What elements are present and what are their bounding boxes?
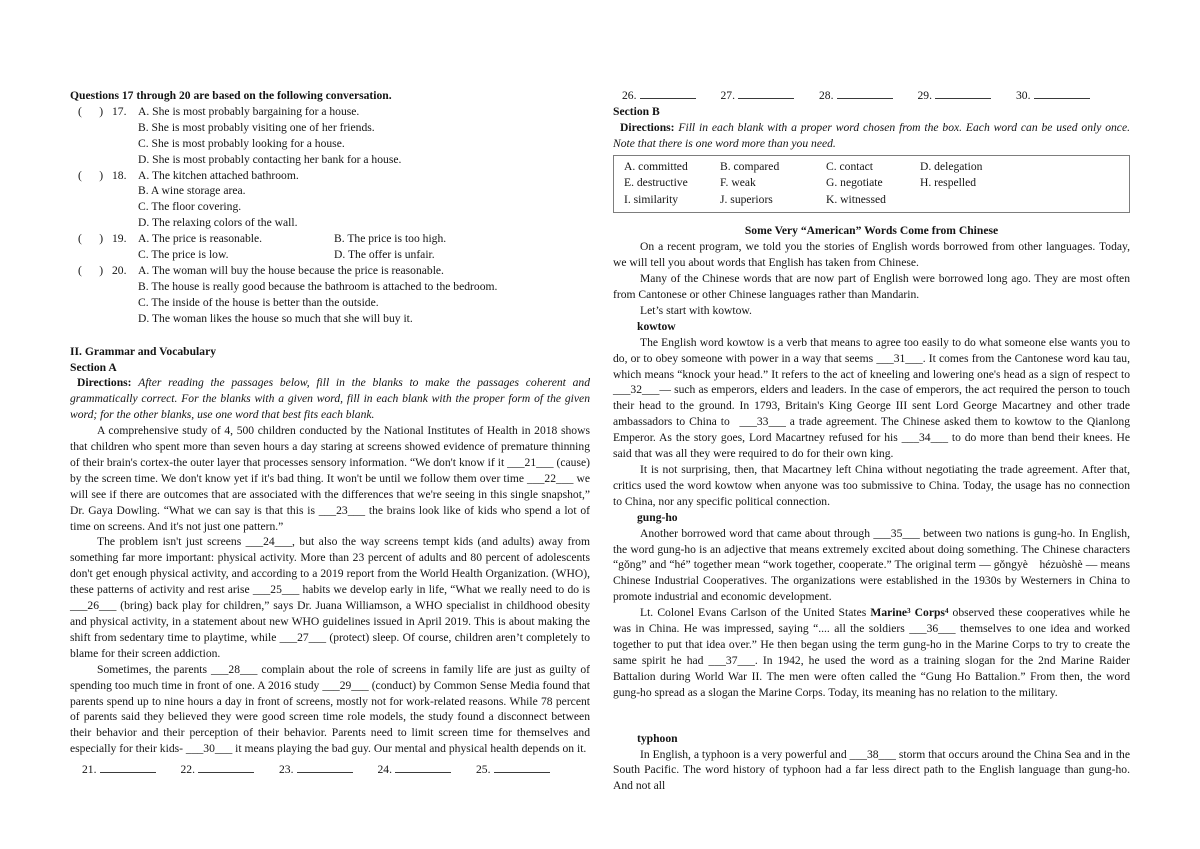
answer-blanks-21-25 [82, 762, 590, 778]
answer-blank [622, 88, 696, 104]
answer-blanks-26-30 [622, 88, 1130, 104]
paragraph-text: Another borrowed word that came about through ___35___ between two nations is gung-ho. In English, the word gung-ho is an adjective that means extremely excited about doing something. The Chinese characters “gǒng” and “hé” together mean “work together, cooperate.” The original term — gǒngyè hézuòshè — means Chinese Industrial Cooperatives. The organizations were established in the 1930s by Westerners in China to promote industrial and economic development. [613, 526, 1130, 604]
answer-blank [279, 762, 353, 778]
question-line [70, 247, 590, 263]
paragraph-text: In English, a typhoon is a very powerful and ___38___ storm that occurs around the China Sea and in the South Pacific. The word history of typhoon had a far less direct path to the English language than gung-ho. And not all [613, 747, 1130, 793]
blank-line [935, 88, 991, 99]
question-line [70, 104, 590, 120]
blank-number: 27. [720, 89, 735, 102]
right-column [613, 88, 1130, 794]
answer-bracket: ( ) [78, 263, 104, 277]
blank-line [395, 762, 451, 773]
option: A. The kitchen attached bathroom. [138, 168, 299, 182]
option: B. She is most probably visiting one of her friends. [138, 120, 375, 134]
question-line [70, 231, 590, 247]
blank-line [640, 88, 696, 99]
word-option: C. contact [826, 159, 874, 173]
word-option: J. superiors [720, 192, 773, 206]
listening-questions-heading: Questions 17 through 20 are based on the following conversation. [70, 89, 392, 102]
blank-number: 30. [1016, 89, 1031, 102]
blank-number: 25. [476, 763, 491, 777]
option: D. She is most probably contacting her bank for a house. [138, 152, 402, 166]
word-option: H. respelled [920, 176, 977, 190]
paragraph [613, 303, 1130, 319]
option: B. A wine storage area. [138, 184, 246, 198]
paragraph [613, 239, 1130, 271]
blank-number: 22. [180, 763, 195, 777]
listening-questions [70, 104, 590, 327]
passage-subheading: gung-ho [637, 510, 678, 524]
word-box-row [624, 159, 1125, 176]
blank-number: 23. [279, 763, 294, 777]
blank-line [494, 762, 550, 773]
word-option: K. witnessed [826, 192, 886, 206]
section-b-passage [613, 239, 1130, 794]
word-option: E. destructive [624, 176, 688, 190]
option: B. The price is too high. [334, 232, 447, 246]
passage-subheading: typhoon [637, 731, 678, 745]
answer-blank [181, 762, 255, 778]
option: A. The woman will buy the house because the price is reasonable. [138, 263, 444, 277]
option: A. She is most probably bargaining for a house. [138, 104, 360, 118]
passage-title: Some Very “American” Words Come from Chinese [744, 224, 999, 238]
question-line [70, 168, 590, 184]
paragraph [613, 462, 1130, 510]
answer-blank [82, 762, 156, 778]
paragraph-text: It is not surprising, then, that Macartney left China without negotiating the trade agreement. After that, critics used the word kowtow when anyone was too submissive to China. Today, the usage has no connection to China, nor any specific political connection. [613, 463, 1130, 508]
directions-text: Fill in each blank with a proper word chosen from the box. Each word can be used only once. Note that there is one word more than you need. [613, 120, 1131, 150]
option: C. The inside of the house is better than the outside. [138, 295, 379, 309]
word-option: D. delegation [920, 159, 983, 173]
answer-bracket: ( ) [78, 232, 104, 246]
question-number: 17. [112, 104, 127, 118]
answer-bracket: ( ) [78, 104, 104, 118]
blank-number: 28. [819, 89, 834, 102]
question-number: 20. [112, 263, 127, 277]
paragraph-text: observed these cooperatives while he was in China. He was impressed, saying “.... all the soldiers ___36___ themselves to one idea and worked together to put that idea over.” He then began using the term gung-ho in the Marine Corps to try to create the same spirit he had ___37___. In 1942, he used the word as a training slogan for the 2nd Marine Raider Battalion during World War II. The men were often called the “Gung Ho Battalion.” From then, the word gung-ho spread as a slogan the Marine Corps. Today, its meaning has no relation to the military. [613, 606, 1131, 699]
paragraph: Sometimes, the parents ___28___ complain about the role of screens in family life are just as guilty of spending too much time in front of one. A 2016 study ___29___ (conduct) by Common Sense Media found that parents spend up to nine hours a day in front of screens, mostly not for work-related reasons. While 78 percent of parents said they believed they were good screen time role models, the study found a disconnect between their behavior and their perception of their behavior. Parents need to limit screen time for themselves and especially for their kids- ___30___ it means playing the bad guy. Our mental and physical health depends on it. [70, 662, 590, 756]
answer-blank [476, 762, 550, 778]
question-number: 19. [112, 232, 127, 246]
option: A. The price is reasonable. [138, 232, 263, 246]
blank-number: 26. [622, 89, 637, 102]
blank-number: 21. [82, 763, 97, 777]
directions-text: After reading the passages below, fill in the blanks to make the passages coherent and grammatically correct. For the blanks with a given word, fill in each blank with the proper form of the given word; for the other blanks, use one word that best fits each blank. [70, 376, 590, 422]
grammar-section-heading: II. Grammar and Vocabulary [70, 344, 217, 358]
blank-line [297, 762, 353, 773]
paragraph [613, 335, 1130, 462]
option: D. The woman likes the house so much that she will buy it. [138, 311, 413, 325]
section-a-directions [70, 375, 590, 423]
blank-line [198, 762, 254, 773]
bold-term: Marine³ Corps⁴ [870, 606, 949, 620]
word-option: F. weak [720, 176, 756, 190]
paragraph-text: Many of the Chinese words that are now part of English were borrowed long ago. They are most often from Cantonese or other Chinese languages rather than Mandarin. [613, 272, 1130, 302]
left-column [70, 88, 590, 794]
question-number: 18. [112, 168, 127, 182]
answer-blank [918, 88, 992, 104]
word-option: B. compared [720, 159, 780, 173]
option: C. The floor covering. [138, 200, 242, 214]
blank-line [100, 762, 156, 773]
option: C. The price is low. [138, 248, 229, 262]
paragraph [613, 526, 1130, 606]
grammar-passage [70, 423, 590, 757]
paragraph: A comprehensive study of 4, 500 children conducted by the National Institutes of Health in 2018 shows that children who spent more than seven hours a day staring at screens showed evidence of premature thinning of their brain's cortex-the outer layer that processes sensory information. “We don't know if it ___21___ (cause) by the screen time. We don't know yet if it's bad thing. It won't be until we follow them over time ___22___ we will see if there are outcomes that are associated with the differences that we're seeing in this single snapshot,” Dr. Gaya Dowling. “What we can say is that this is ___23___ the brains look like of kids who spend a lot of time on screens. And it's not just one pattern.” [70, 424, 590, 533]
two-column-layout [70, 88, 1130, 794]
blank-line [1034, 88, 1090, 99]
word-box-row [624, 192, 1125, 209]
directions-label: Directions: [77, 376, 132, 390]
word-bank-box [613, 155, 1130, 214]
blank-line [738, 88, 794, 99]
word-box-row [624, 175, 1125, 192]
paragraph [613, 605, 1130, 700]
blank-number: 24. [377, 763, 392, 777]
blank-line [837, 88, 893, 99]
answer-blank [721, 88, 795, 104]
paragraph-text: Lt. Colonel Evans Carlson of the United States [640, 606, 871, 620]
answer-blank [378, 762, 452, 778]
option: D. The offer is unfair. [334, 248, 435, 262]
section-a-label: Section A [70, 360, 117, 374]
paragraph [613, 271, 1130, 303]
word-option: G. negotiate [826, 176, 883, 190]
answer-blank [1016, 88, 1090, 104]
paragraph-text: Let’s start with kowtow. [640, 303, 752, 317]
word-option: A. committed [624, 159, 688, 173]
answer-blank [819, 88, 893, 104]
paragraph: The problem isn't just screens ___24___, but also the way screens tempt kids (and adults) away from something far more important: physical activity. More than 23 percent of adults and 80 percent of adolescents don't get enough physical activity, and according to a 2019 report from the World Health Organization. (WHO), these patterns of activity and rest arise ___25___ habits we develop early in life, “What we really need to do is ___26___ (bring) back play for children,” says Dr. Juana Williamson, a WHO specialist in childhood obesity and physical activity, in a statement about new WHO guidelines issued in April 2019. This is about making the shift from sedentary time to playtime, while ___27___ (protect) sleep. Of course, children aren’t completely to blame for their screen addiction. [70, 535, 590, 660]
answer-bracket: ( ) [78, 168, 104, 182]
paragraph-text: The English word kowtow is a verb that means to agree too easily to do what someone else wants you to do, or to obey someone with power in a way that seems ___31___. It comes from the Cantonese word kau tau, which means “knock your head.” It refers to the act of kneeling and lowering one's head as a sign of respect to ___32___— such as emperors, elders and leaders. In the case of emperors, the act required the person to touch their head to the ground. In 1793, Britain's King George III sent Lord George Macartney and other trade ambassadors to China to ___33___ a trade agreement. The Chinese asked them to kowtow to the Qianlong Emperor. As the story goes, Lord Macartney refused for his ___34___ to do more than bend their knees. He said that was all they were required to do for their own king. [613, 335, 1130, 461]
section-b-directions [613, 120, 1130, 152]
word-option: I. similarity [624, 192, 679, 206]
paragraph [613, 747, 1130, 795]
section-b-label: Section B [613, 104, 660, 118]
paragraph-text: On a recent program, we told you the stories of English words borrowed from other languages. Today, we will tell you about words that English has taken from Chinese. [613, 240, 1130, 270]
question-line [70, 263, 590, 279]
directions-label: Directions: [620, 120, 675, 134]
option: D. The relaxing colors of the wall. [138, 216, 298, 230]
blank-number: 29. [917, 89, 932, 102]
passage-subheading: kowtow [637, 319, 676, 333]
option: C. She is most probably looking for a house. [138, 136, 345, 150]
option: B. The house is really good because the bathroom is attached to the bedroom. [138, 279, 498, 293]
